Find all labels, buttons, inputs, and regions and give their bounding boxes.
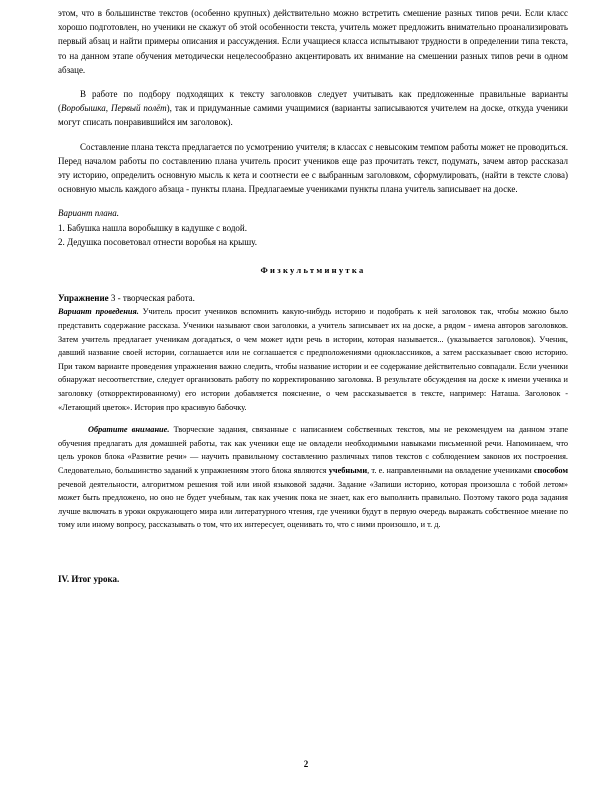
section-heading-physical-break: Физкультминутка bbox=[260, 265, 366, 276]
paragraph-plan: Составление плана текста предлагается по усмотрению учителя; в классах с невысоким темпом работы может не проводиться. Перед началом работы по составлению плана учитель просит учеников еще раз прочитать текст, подумать, зачем автор рассказал эту историю, определить основную мысль к кета и соотнести ее с выбранным заголовком, сформулировать, (найти в тексте слова) основную мысль каждого абзаца - пункты плана. Предлагаемые учениками пункты плана учитель записывает на доске. bbox=[58, 141, 568, 195]
attention-bold-educational: учебными bbox=[328, 465, 368, 475]
document-page bbox=[58, 6, 568, 586]
exercise-rest: - творческая работа. bbox=[115, 293, 195, 304]
plan-item-1: 1. Бабушка нашла воробышку в кадушке с водой. bbox=[58, 222, 247, 233]
attention-bold-method: способом bbox=[533, 465, 568, 475]
paragraph-titles-after: ), так и придуманные самими учащимися (варианты записываются учителем на доске, откуда ученики могут списать понравившийся им заголовок). bbox=[58, 103, 568, 128]
exercise-number: 3 bbox=[110, 293, 116, 304]
plan-item-2: 2. Дедушка посоветовал отнести воробья на крышу. bbox=[58, 236, 257, 247]
exercise-heading bbox=[58, 291, 568, 305]
attention-text-a: Творческие задания, связанные с написанием собственных текстов, мы не рекомендуем на данном этапе обучения предлагать для домашней работы, так как ученики еще не овладели необходимыми навыками письменной речи. Напоминаем, что цель уроков блока «Развитие речи» — научить правильному составлению различных типов текстов с соблюдением законов их построения. Следовательно, большинство заданий к упражнениям этого блока являются bbox=[58, 425, 568, 475]
variant-text: Учитель просит учеников вспомнить какую-нибудь историю и подобрать к ней заголовок так, чтобы можно было представить содержание рассказа. Ученики называют свои заголовки, а учитель записывает их на доске, а рядом - имена авторов заголовков. Затем учитель предлагает ученикам догадаться, о чем может идти речь в истории, которая называется... (указывается заголовок). Ученик, давший название своей истории, соглашается или не соглашается с предположениями одноклассников, а затем рассказывает свою историю. При таком варианте проведения упражнения важно следить, чтобы название истории и ее содержание действительно совпадали. Если ученики обнаружат несоответствие, следует организовать работу по корректированию заголовка. В результате обсуждения на доске к имени ученика и заголовку (откорректированному) его истории добавляется пояснение, о чем рассказывается в тексте, например: Наташа. Заголовок - «Летающий цветок». История про красивую бабочку. bbox=[58, 307, 568, 412]
exercise-label: Упражнение bbox=[58, 293, 109, 304]
paragraph-attention bbox=[58, 423, 568, 532]
title-variants: Воробышка, Первый полёт bbox=[61, 103, 167, 114]
variant-label: Вариант проведения. bbox=[58, 307, 139, 317]
summary-heading bbox=[58, 572, 568, 586]
paragraph-titles-before: В работе по подбору подходящих к тексту заголовков следует учитывать как предложенные правильные варианты ( bbox=[58, 89, 568, 114]
plan-title: Вариант плана. bbox=[58, 208, 119, 219]
attention-text-b: , т. е. направленными на овладение учениками bbox=[367, 465, 534, 475]
attention-label: Обратите внимание. bbox=[88, 425, 170, 435]
paragraph-variant bbox=[58, 305, 568, 414]
attention-text-c: речевой деятельности, алгоритмом решения той или иной языковой задачи. Задание «Запиши историю, которая произошла с тобой летом» может быть предложено, но оно не будет учебным, так как ученик пока не знает, как его выполнить правильно. Поэтому такого рода задания лучше включать в уроки окружающего мира или литературного чтения, где ученики будут в первую очередь выражать собственное мнение по тому или иному вопросу, рассказывать о том, что их интересует, оценивать то, что с ними произошло, и т. д. bbox=[58, 479, 568, 530]
paragraph-text-types: этом, что в большинстве текстов (особенно крупных) действительно можно встретить смешение разных типов речи. Если класс хорошо подготовлен, но ученики не скажут об этой особенности текста, учитель может предложить внимательно проанализировать первый абзац и найти примеры описания и рассуждения. Если учащиеся класса испытывают трудности в определении типа текста, то на данном этапе обучения методически нецелесообразно акцентировать их внимание на смешении разных типов речи в одном абзаце. bbox=[58, 8, 568, 75]
summary-heading-text: IV. Итог урока. bbox=[58, 573, 120, 584]
page-number: 2 bbox=[303, 759, 309, 769]
paragraph-titles bbox=[58, 87, 568, 130]
